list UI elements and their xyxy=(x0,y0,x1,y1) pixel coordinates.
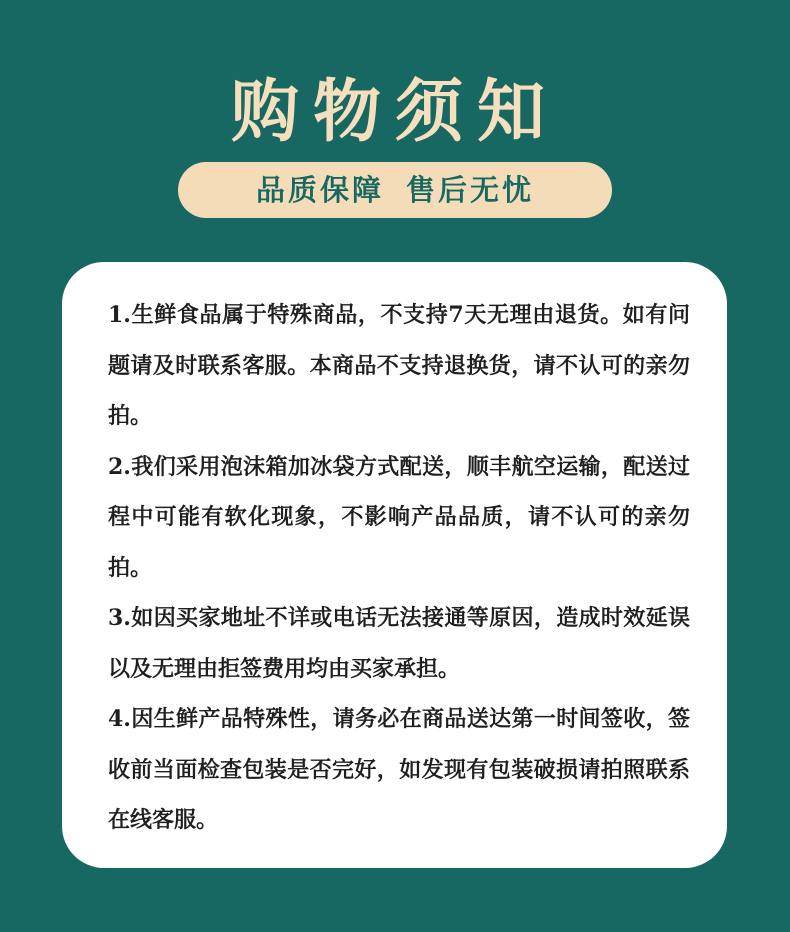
notice-card xyxy=(62,262,727,868)
page-title: 购物须知 xyxy=(230,73,559,152)
notice-item-4: 4.因生鲜产品特殊性，请务必在商品送达第一时间签收，签收前当面检查包装是否完好，如发现有包装破损请拍照联系在线客服。 xyxy=(108,706,690,833)
quality-guarantee-label: 品质保障 xyxy=(255,173,384,207)
notice-item-1: 1.生鲜食品属于特殊商品，不支持7天无理由退货。如有问题请及时联系客服。本商品不支持退换货，请不认可的亲勿拍。 xyxy=(108,302,690,429)
notice-item-2: 2.我们采用泡沫箱加冰袋方式配送，顺丰航空运输，配送过程中可能有软化现象，不影响产品品质，请不认可的亲勿拍。 xyxy=(108,453,690,581)
notice-item-3: 3.如因买家地址不详或电话无法接通等原因，造成时效延误以及无理由拒签费用均由买家承担。 xyxy=(108,605,690,682)
notice-list xyxy=(108,290,690,846)
guarantee-banner xyxy=(178,162,612,218)
after-sales-label: 售后无忧 xyxy=(406,173,535,207)
